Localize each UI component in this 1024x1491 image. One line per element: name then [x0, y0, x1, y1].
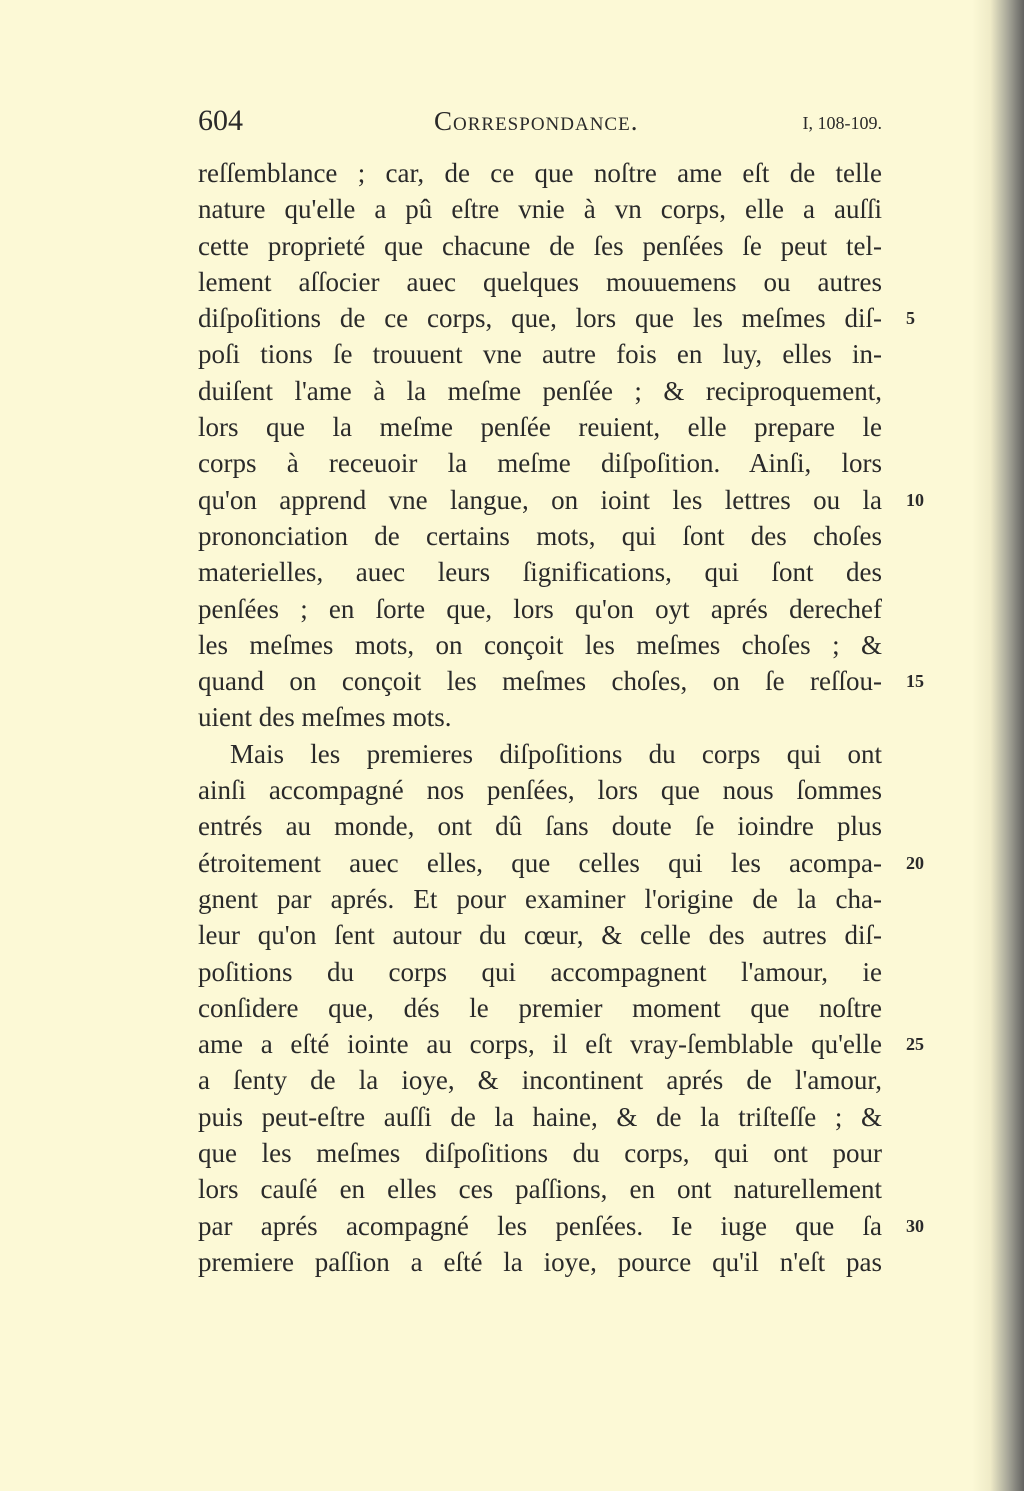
text-line: reſſemblance ; car, de ce que noſtre ame eſt de telle — [198, 158, 882, 188]
text-line: quand on conçoit les meſmes choſes, on ſe reſſou- — [198, 666, 882, 697]
section-reference: I, 108-109. — [802, 113, 882, 133]
text-line: prononciation de certains mots, qui ſont des choſes — [198, 520, 882, 551]
text-line: poſi tions ſe trouuent vne autre fois en luy, elles in- — [198, 339, 882, 370]
line-number-5: 5 — [906, 308, 915, 328]
text-line: cette proprieté que chacune de ſes penſées ſe peut tel- — [198, 230, 882, 261]
line-number-15: 15 — [906, 671, 924, 691]
text-line: poſitions du corps qui accompagnent l'amour, ie — [198, 956, 882, 987]
text-line: materielles, auec leurs ſignifications, qui ſont des — [198, 557, 882, 588]
body-text — [198, 155, 882, 1280]
running-title: Correspondance. — [434, 106, 639, 136]
paragraph-start-line: Mais les premieres diſpoſitions du corps qui ont — [230, 738, 882, 769]
paragraph-end-line: uient des meſmes mots. — [198, 702, 452, 733]
text-line: lors cauſé en elles ces paſſions, en ont naturellement — [198, 1174, 882, 1205]
text-line: que les meſmes diſpoſitions du corps, qui ont pour — [198, 1138, 882, 1169]
line-number-30: 30 — [906, 1216, 924, 1236]
line-number-25: 25 — [906, 1034, 924, 1054]
text-line: leur qu'on ſent autour du cœur, & celle des autres diſ- — [198, 920, 882, 951]
text-line: penſées ; en ſorte que, lors qu'on oyt aprés derechef — [198, 593, 882, 624]
text-line: premiere paſſion a eſté la ioye, pource qu'il n'eſt pas — [198, 1246, 882, 1277]
text-line: étroitement auec elles, que celles qui les acompa- — [198, 847, 882, 878]
text-line: diſpoſitions de ce corps, que, lors que les meſmes diſ- — [198, 303, 882, 334]
text-line: puis peut-eſtre auſſi de la haine, & de la triſteſſe ; & — [198, 1101, 882, 1132]
line-number-20: 20 — [906, 853, 924, 873]
text-line: conſidere que, dés le premier moment que noſtre — [198, 992, 882, 1023]
line-number-10: 10 — [906, 490, 924, 510]
text-line: par aprés acompagné les penſées. Ie iuge que ſa — [198, 1210, 882, 1241]
text-line: les meſmes mots, on conçoit les meſmes choſes ; & — [198, 629, 882, 660]
page-edge-shadow — [972, 0, 1024, 1491]
text-line: nature qu'elle a pû eſtre vnie à vn corps, elle a auſſi — [198, 194, 882, 225]
text-line: a ſenty de la ioye, & incontinent aprés de l'amour, — [198, 1065, 882, 1096]
text-line: duiſent l'ame à la meſme penſée ; & reciproquement, — [198, 375, 882, 406]
text-line: lors que la meſme penſée reuient, elle prepare le — [198, 412, 882, 443]
text-line: qu'on apprend vne langue, on ioint les lettres ou la — [198, 484, 882, 515]
text-line: ainſi accompagné nos penſées, lors que nous ſommes — [198, 775, 882, 806]
text-line: entrés au monde, ont dû ſans doute ſe ioindre plus — [198, 811, 882, 842]
text-line: ame a eſté iointe au corps, il eſt vray-ſemblable qu'elle — [198, 1029, 882, 1060]
text-line: gnent par aprés. Et pour examiner l'origine de la cha- — [198, 883, 882, 914]
page-number: 604 — [198, 104, 243, 137]
text-line: lement aſſocier auec quelques mouuemens ou autres — [198, 266, 882, 297]
running-header — [198, 100, 882, 140]
text-line: corps à receuoir la meſme diſpoſition. Ainſi, lors — [198, 448, 882, 479]
